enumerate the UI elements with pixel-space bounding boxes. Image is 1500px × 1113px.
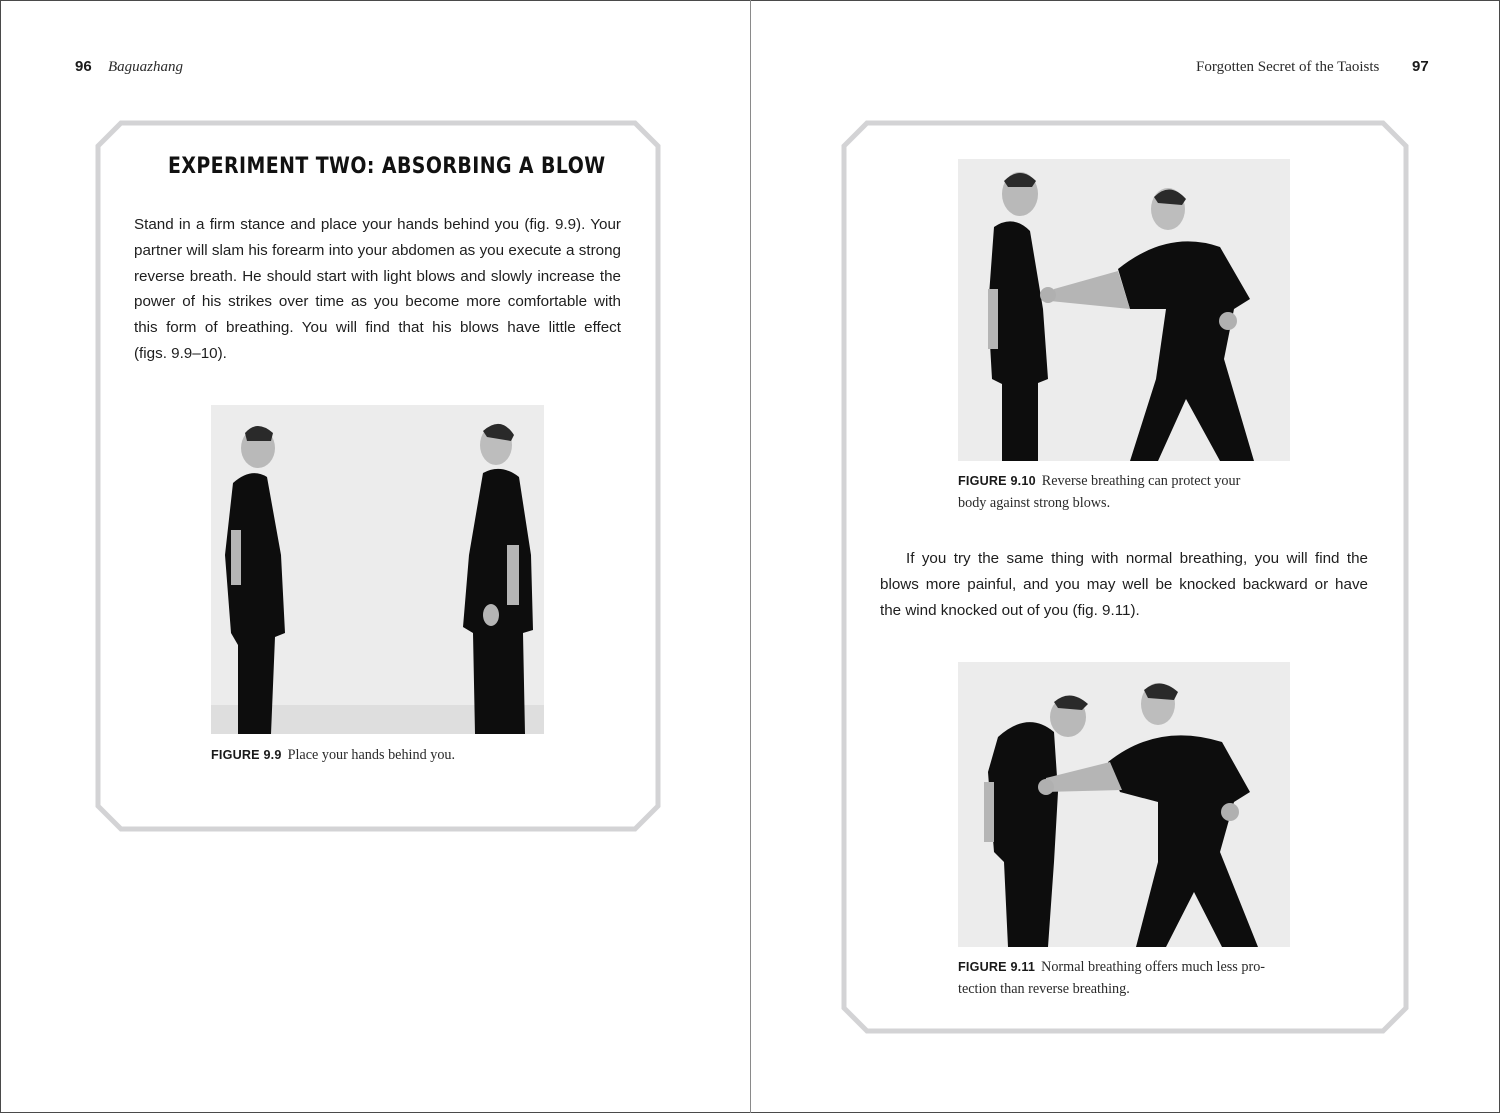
body-paragraph — [880, 546, 1368, 623]
figure-label: FIGURE 9.11 — [958, 960, 1036, 974]
paragraph-line: If you try the same thing with normal breathing, you will find the — [906, 550, 1368, 567]
figure-label: FIGURE 9.10 — [958, 474, 1036, 488]
caption-text: body against strong blows. — [958, 495, 1111, 511]
figure-label: FIGURE 9.9 — [211, 748, 282, 762]
figure-9-11-photo — [958, 662, 1290, 947]
figure-9-9-caption — [211, 744, 455, 766]
strike-bent-image — [958, 662, 1290, 947]
paragraph-line: the wind knocked out of you (fig. 9.11). — [880, 601, 1140, 619]
figure-9-10-photo — [958, 159, 1290, 461]
page-gutter — [750, 0, 751, 1113]
figure-9-9-photo — [211, 405, 544, 734]
strike-upright-image — [958, 159, 1290, 461]
paragraph-line: (figs. 9.9–10). — [134, 344, 227, 362]
caption-text: tection than reverse breathing. — [958, 981, 1130, 997]
paragraph-line: this form of breathing. You will find that his blows have little effect — [134, 319, 621, 337]
paragraph-line: blows more painful, and you may well be knocked backward or have — [880, 575, 1368, 593]
paragraph-line: partner will slam his forearm into your abdomen as you execute a strong — [134, 241, 621, 259]
caption-text: Normal breathing offers much less pro- — [1041, 959, 1266, 975]
caption-text: Reverse breathing can protect your — [1041, 473, 1241, 489]
page-number-left: 96 — [75, 58, 92, 75]
running-head-left: Baguazhang — [108, 59, 183, 75]
figure-9-10-caption — [958, 470, 1240, 514]
figure-9-11-caption — [958, 956, 1265, 1000]
paragraph-line: Stand in a firm stance and place your hands behind you (fig. 9.9). Your — [134, 216, 621, 233]
page-number-right: 97 — [1412, 58, 1429, 75]
sidebar-title: EXPERIMENT TWO: ABSORBING A BLOW — [168, 154, 606, 179]
paragraph-line: power of his strikes over time as you become more comfortable with — [134, 293, 621, 311]
caption-text: Place your hands behind you. — [287, 747, 456, 763]
paragraph-line: reverse breath. He should start with light blows and slowly increase the — [134, 267, 621, 285]
two-men-standing-image — [211, 405, 544, 734]
running-head-right: Forgotten Secret of the Taoists — [1196, 59, 1380, 75]
sidebar-paragraph — [134, 212, 621, 367]
